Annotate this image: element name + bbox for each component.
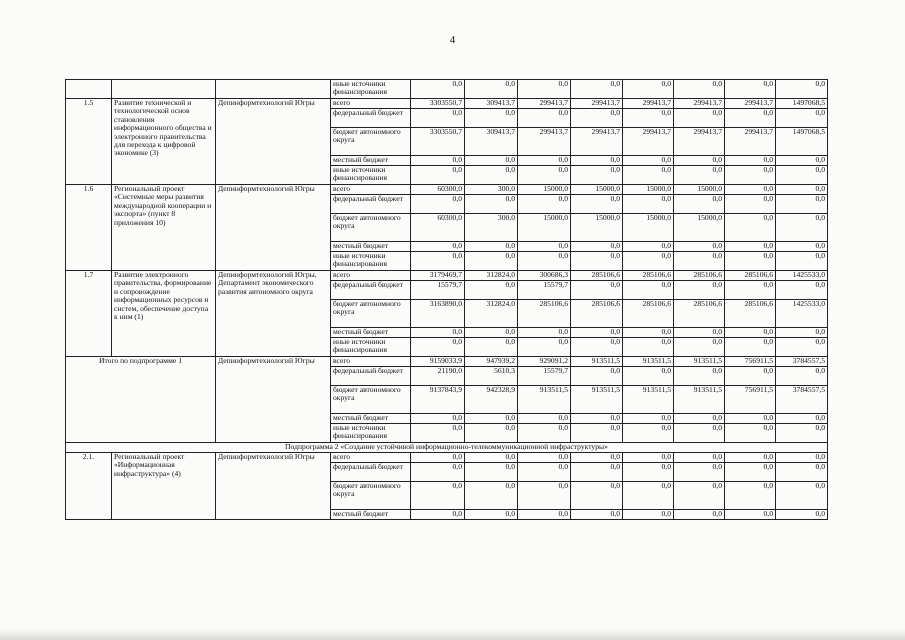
value-cell: 0,0: [411, 195, 465, 214]
value-cell: 0,0: [776, 214, 828, 242]
value-cell: 3784557,5: [776, 386, 828, 414]
funding-source: иные источники финансирования: [331, 338, 411, 357]
value-cell: 0,0: [411, 252, 465, 271]
value-cell: 0,0: [776, 166, 828, 185]
value-cell: 15000,0: [623, 185, 674, 195]
value-cell: 285106,6: [571, 300, 623, 328]
value-cell: 0,0: [411, 156, 465, 166]
row-name: [112, 80, 216, 99]
table-row: [66, 99, 828, 109]
funding-source: федеральный бюджет: [331, 463, 411, 482]
value-cell: 0,0: [518, 338, 571, 357]
budget-table: [65, 79, 828, 520]
value-cell: 1497068,5: [776, 128, 828, 156]
value-cell: 0,0: [465, 338, 518, 357]
value-cell: 0,0: [518, 156, 571, 166]
value-cell: 0,0: [465, 414, 518, 424]
row-name: Развитие технической и технологической основ становления информационного общества и электронного правительства для перехода к цифровой экономике (3): [112, 99, 216, 185]
value-cell: 0,0: [518, 252, 571, 271]
value-cell: 913511,5: [674, 357, 725, 367]
value-cell: 0,0: [623, 109, 674, 128]
value-cell: 0,0: [623, 367, 674, 386]
value-cell: 913511,5: [518, 386, 571, 414]
value-cell: 299413,7: [725, 99, 776, 109]
value-cell: 0,0: [465, 252, 518, 271]
funding-source: федеральный бюджет: [331, 109, 411, 128]
table-row: [66, 357, 828, 367]
value-cell: 756911,5: [725, 386, 776, 414]
value-cell: 0,0: [776, 328, 828, 338]
value-cell: 312824,0: [465, 300, 518, 328]
funding-source: всего: [331, 453, 411, 463]
value-cell: 0,0: [518, 453, 571, 463]
table-row: [66, 80, 828, 99]
value-cell: 0,0: [465, 510, 518, 520]
value-cell: 0,0: [623, 166, 674, 185]
funding-source: иные источники финансирования: [331, 166, 411, 185]
funding-source: иные источники финансирования: [331, 80, 411, 99]
value-cell: 0,0: [674, 510, 725, 520]
value-cell: 913511,5: [674, 386, 725, 414]
value-cell: 0,0: [465, 166, 518, 185]
value-cell: 0,0: [571, 453, 623, 463]
value-cell: 0,0: [465, 424, 518, 443]
value-cell: 15000,0: [571, 214, 623, 242]
value-cell: 0,0: [776, 252, 828, 271]
value-cell: 913511,5: [623, 386, 674, 414]
value-cell: 0,0: [776, 510, 828, 520]
value-cell: 0,0: [674, 195, 725, 214]
row-executor: [216, 80, 331, 99]
value-cell: 0,0: [571, 414, 623, 424]
funding-source: всего: [331, 271, 411, 281]
value-cell: 309413,7: [465, 99, 518, 109]
value-cell: 0,0: [623, 463, 674, 482]
value-cell: 0,0: [776, 424, 828, 443]
value-cell: 0,0: [623, 338, 674, 357]
value-cell: 947939,2: [465, 357, 518, 367]
value-cell: 0,0: [465, 195, 518, 214]
value-cell: 0,0: [623, 242, 674, 252]
value-cell: 0,0: [623, 453, 674, 463]
value-cell: 0,0: [465, 328, 518, 338]
value-cell: 0,0: [725, 214, 776, 242]
value-cell: 756911,5: [725, 357, 776, 367]
value-cell: 0,0: [465, 242, 518, 252]
value-cell: 0,0: [518, 109, 571, 128]
value-cell: 0,0: [674, 156, 725, 166]
value-cell: 0,0: [465, 453, 518, 463]
value-cell: 60300,0: [411, 214, 465, 242]
value-cell: 0,0: [518, 195, 571, 214]
scan-edge: [0, 628, 905, 640]
value-cell: 0,0: [674, 328, 725, 338]
value-cell: 0,0: [674, 338, 725, 357]
funding-source: федеральный бюджет: [331, 367, 411, 386]
value-cell: 0,0: [465, 156, 518, 166]
value-cell: 0,0: [725, 338, 776, 357]
value-cell: 913511,5: [623, 357, 674, 367]
value-cell: 0,0: [776, 453, 828, 463]
value-cell: 1425533,0: [776, 300, 828, 328]
value-cell: 0,0: [674, 424, 725, 443]
funding-source: местный бюджет: [331, 242, 411, 252]
row-executor: Депинформтехнологий Югры: [216, 185, 331, 271]
funding-source: иные источники финансирования: [331, 424, 411, 443]
row-name: Региональный проект «Информационная инфраструктура» (4): [112, 453, 216, 520]
value-cell: 0,0: [725, 109, 776, 128]
value-cell: 0,0: [776, 195, 828, 214]
value-cell: 0,0: [725, 166, 776, 185]
funding-source: местный бюджет: [331, 328, 411, 338]
value-cell: 15579,7: [411, 281, 465, 300]
value-cell: 0,0: [725, 424, 776, 443]
value-cell: 0,0: [725, 463, 776, 482]
value-cell: 0,0: [411, 424, 465, 443]
value-cell: 0,0: [776, 281, 828, 300]
value-cell: 0,0: [776, 367, 828, 386]
value-cell: 0,0: [518, 463, 571, 482]
value-cell: 0,0: [518, 80, 571, 99]
value-cell: 0,0: [465, 109, 518, 128]
value-cell: 15579,7: [518, 281, 571, 300]
value-cell: 299413,7: [571, 99, 623, 109]
value-cell: 15000,0: [571, 185, 623, 195]
value-cell: 0,0: [725, 252, 776, 271]
value-cell: 0,0: [725, 281, 776, 300]
value-cell: 60300,0: [411, 185, 465, 195]
value-cell: 15579,7: [518, 367, 571, 386]
funding-source: бюджет автономного округа: [331, 482, 411, 510]
value-cell: 1497068,5: [776, 99, 828, 109]
value-cell: 0,0: [725, 482, 776, 510]
value-cell: 0,0: [776, 414, 828, 424]
value-cell: 309413,7: [465, 128, 518, 156]
value-cell: 312824,0: [465, 271, 518, 281]
value-cell: 0,0: [465, 80, 518, 99]
value-cell: 0,0: [776, 242, 828, 252]
row-executor: Депинформтехнологий Югры: [216, 357, 331, 443]
value-cell: 9137843,9: [411, 386, 465, 414]
value-cell: 299413,7: [623, 99, 674, 109]
funding-source: бюджет автономного округа: [331, 386, 411, 414]
value-cell: 0,0: [623, 482, 674, 510]
value-cell: 285106,6: [623, 300, 674, 328]
value-cell: 15000,0: [518, 185, 571, 195]
value-cell: 0,0: [571, 510, 623, 520]
funding-source: бюджет автономного округа: [331, 214, 411, 242]
value-cell: 0,0: [623, 510, 674, 520]
value-cell: 0,0: [518, 166, 571, 185]
value-cell: 285106,6: [674, 271, 725, 281]
value-cell: 300,0: [465, 214, 518, 242]
value-cell: 0,0: [411, 109, 465, 128]
funding-source: иные источники финансирования: [331, 252, 411, 271]
value-cell: 299413,7: [674, 99, 725, 109]
value-cell: 0,0: [725, 195, 776, 214]
value-cell: 0,0: [411, 80, 465, 99]
value-cell: 3784557,5: [776, 357, 828, 367]
row-number: 1.5: [66, 99, 112, 185]
value-cell: 1425533,0: [776, 271, 828, 281]
row-number: 1.6: [66, 185, 112, 271]
value-cell: 0,0: [776, 338, 828, 357]
value-cell: 0,0: [674, 453, 725, 463]
value-cell: 0,0: [571, 80, 623, 99]
value-cell: 913511,5: [571, 386, 623, 414]
value-cell: 0,0: [411, 166, 465, 185]
value-cell: 285106,6: [623, 271, 674, 281]
value-cell: 0,0: [725, 242, 776, 252]
value-cell: 0,0: [518, 328, 571, 338]
value-cell: 0,0: [623, 328, 674, 338]
value-cell: 0,0: [518, 510, 571, 520]
row-name: Развитие электронного правительства, формирование и сопровождение информационных ресурсов и систем, обеспечение доступа к ним (1): [112, 271, 216, 357]
value-cell: 0,0: [674, 414, 725, 424]
value-cell: 0,0: [465, 281, 518, 300]
value-cell: 15000,0: [518, 214, 571, 242]
funding-source: федеральный бюджет: [331, 195, 411, 214]
value-cell: 0,0: [674, 166, 725, 185]
row-executor: Депинформтехнологий Югры, Департамент экономического развития автономного округа: [216, 271, 331, 357]
value-cell: 285106,6: [725, 300, 776, 328]
value-cell: 0,0: [623, 195, 674, 214]
value-cell: 299413,7: [571, 128, 623, 156]
value-cell: 0,0: [571, 109, 623, 128]
value-cell: 0,0: [571, 156, 623, 166]
value-cell: 3163890,0: [411, 300, 465, 328]
value-cell: 0,0: [571, 424, 623, 443]
value-cell: 0,0: [725, 80, 776, 99]
value-cell: 0,0: [518, 414, 571, 424]
value-cell: 9159033,9: [411, 357, 465, 367]
value-cell: 0,0: [623, 156, 674, 166]
value-cell: 285106,6: [674, 300, 725, 328]
value-cell: 0,0: [571, 195, 623, 214]
value-cell: 942328,9: [465, 386, 518, 414]
value-cell: 0,0: [411, 414, 465, 424]
value-cell: 0,0: [725, 414, 776, 424]
value-cell: 0,0: [571, 328, 623, 338]
value-cell: 299413,7: [725, 128, 776, 156]
value-cell: 0,0: [518, 242, 571, 252]
value-cell: 0,0: [411, 328, 465, 338]
value-cell: 5610,3: [465, 367, 518, 386]
value-cell: 0,0: [725, 328, 776, 338]
value-cell: 0,0: [571, 338, 623, 357]
funding-source: бюджет автономного округа: [331, 300, 411, 328]
value-cell: 0,0: [571, 463, 623, 482]
value-cell: 0,0: [518, 482, 571, 510]
value-cell: 0,0: [776, 80, 828, 99]
row-number: 2.1.: [66, 453, 112, 520]
value-cell: 3303550,7: [411, 128, 465, 156]
row-executor: Депинформтехнологий Югры: [216, 453, 331, 520]
value-cell: 0,0: [674, 80, 725, 99]
value-cell: 0,0: [725, 367, 776, 386]
value-cell: 285106,6: [518, 300, 571, 328]
table-row: [66, 185, 828, 195]
value-cell: 0,0: [465, 463, 518, 482]
value-cell: 300686,3: [518, 271, 571, 281]
value-cell: 0,0: [776, 463, 828, 482]
value-cell: 3303550,7: [411, 99, 465, 109]
row-name: Региональный проект «Системные меры развития международной кооперации и экспорта» (пункт 8 приложения 10): [112, 185, 216, 271]
value-cell: 0,0: [571, 166, 623, 185]
value-cell: 299413,7: [623, 128, 674, 156]
value-cell: 299413,7: [518, 128, 571, 156]
value-cell: 0,0: [674, 242, 725, 252]
section-row: [66, 443, 828, 453]
subtotal-label: Итого по подпрограмме 1: [66, 357, 216, 443]
value-cell: 0,0: [725, 156, 776, 166]
page-number: 4: [449, 34, 456, 46]
value-cell: 913511,5: [571, 357, 623, 367]
funding-source: местный бюджет: [331, 156, 411, 166]
funding-source: местный бюджет: [331, 510, 411, 520]
funding-source: всего: [331, 99, 411, 109]
value-cell: 3179469,7: [411, 271, 465, 281]
value-cell: 0,0: [465, 482, 518, 510]
funding-source: местный бюджет: [331, 414, 411, 424]
value-cell: 15000,0: [623, 214, 674, 242]
table-row: [66, 453, 828, 463]
value-cell: 285106,6: [725, 271, 776, 281]
value-cell: 285106,6: [571, 271, 623, 281]
value-cell: 0,0: [571, 482, 623, 510]
value-cell: 0,0: [674, 463, 725, 482]
value-cell: 0,0: [411, 510, 465, 520]
value-cell: 0,0: [411, 242, 465, 252]
value-cell: 15000,0: [674, 185, 725, 195]
value-cell: 0,0: [411, 338, 465, 357]
value-cell: 0,0: [623, 252, 674, 271]
value-cell: 299413,7: [674, 128, 725, 156]
value-cell: 0,0: [776, 156, 828, 166]
value-cell: 0,0: [571, 367, 623, 386]
row-number: 1.7: [66, 271, 112, 357]
value-cell: 0,0: [623, 80, 674, 99]
value-cell: 0,0: [571, 252, 623, 271]
value-cell: 0,0: [518, 424, 571, 443]
value-cell: 300,0: [465, 185, 518, 195]
value-cell: 299413,7: [518, 99, 571, 109]
value-cell: 0,0: [411, 482, 465, 510]
value-cell: 0,0: [623, 414, 674, 424]
value-cell: 0,0: [776, 482, 828, 510]
value-cell: 21190,0: [411, 367, 465, 386]
value-cell: 0,0: [411, 453, 465, 463]
table-row: [66, 271, 828, 281]
funding-source: всего: [331, 357, 411, 367]
value-cell: 0,0: [725, 453, 776, 463]
funding-source: бюджет автономного округа: [331, 128, 411, 156]
value-cell: 0,0: [674, 109, 725, 128]
value-cell: 0,0: [571, 281, 623, 300]
value-cell: 0,0: [674, 281, 725, 300]
value-cell: 0,0: [571, 242, 623, 252]
value-cell: 0,0: [674, 252, 725, 271]
value-cell: 929091,2: [518, 357, 571, 367]
value-cell: 0,0: [623, 281, 674, 300]
value-cell: 0,0: [725, 510, 776, 520]
value-cell: 0,0: [674, 367, 725, 386]
row-executor: Депинформтехнологий Югры: [216, 99, 331, 185]
funding-source: федеральный бюджет: [331, 281, 411, 300]
value-cell: 0,0: [776, 185, 828, 195]
value-cell: 0,0: [776, 109, 828, 128]
value-cell: 0,0: [411, 463, 465, 482]
row-number: [66, 80, 112, 99]
value-cell: 0,0: [674, 482, 725, 510]
value-cell: 15000,0: [674, 214, 725, 242]
value-cell: 0,0: [623, 424, 674, 443]
section-title: Подпрограмма 2 «Создание устойчивой информационно-телекоммуникационной инфраструктуры»: [66, 443, 828, 453]
funding-source: всего: [331, 185, 411, 195]
value-cell: 0,0: [725, 185, 776, 195]
